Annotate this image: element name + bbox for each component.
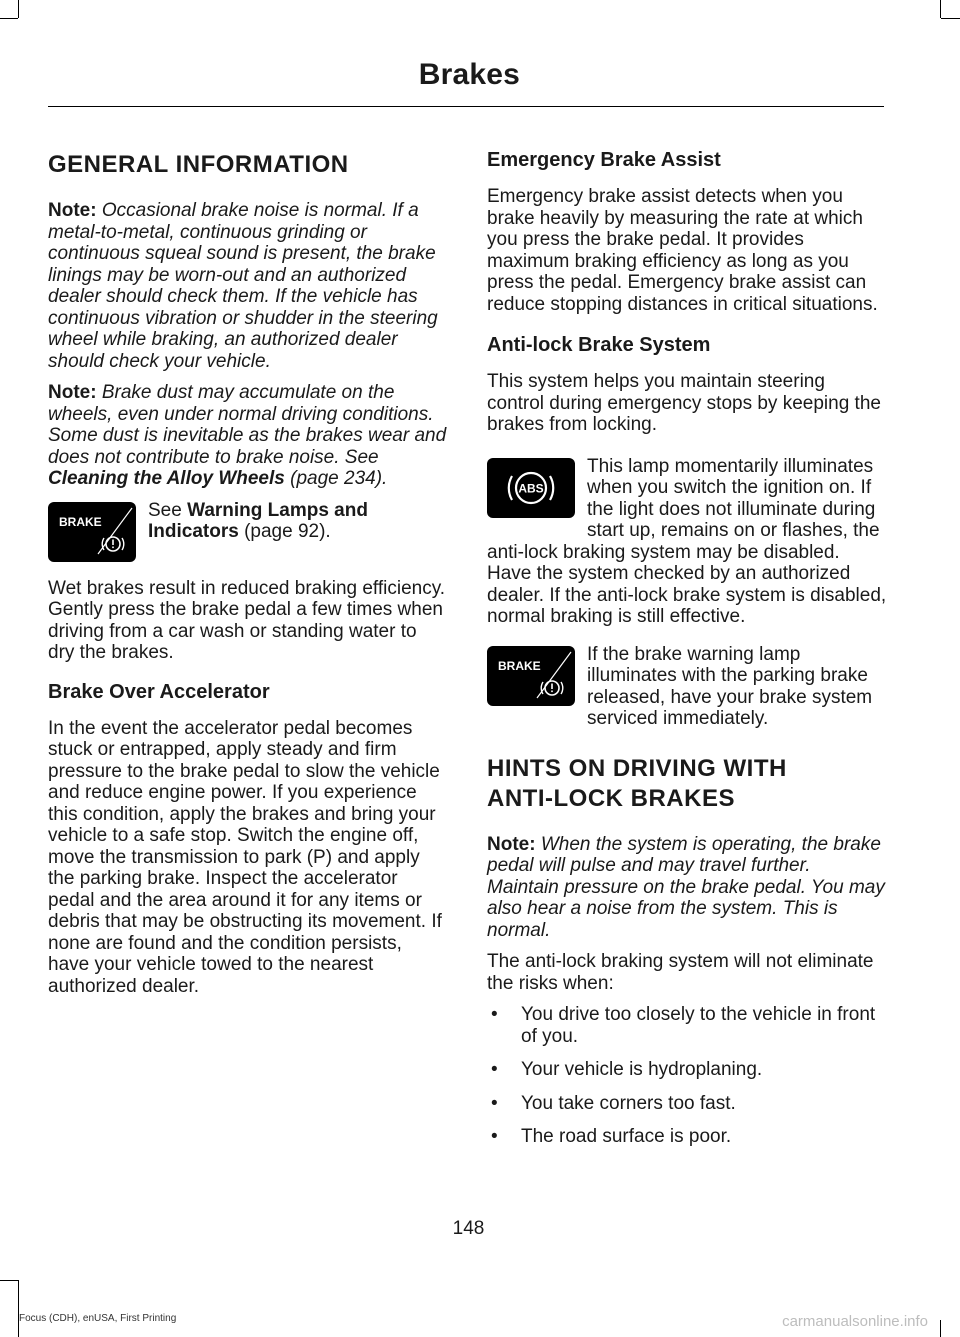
crop-mark <box>940 1320 941 1337</box>
note-label: Note: <box>487 833 536 855</box>
page-ref: (page 92). <box>238 521 331 542</box>
right-column <box>487 140 887 1160</box>
general-information-heading: GENERAL INFORMATION <box>48 151 349 178</box>
brake-warning-lamp-icon <box>487 646 575 706</box>
note-label: Note: <box>48 200 97 221</box>
link-cleaning-alloy-wheels[interactable]: Cleaning the Alloy Wheels <box>48 468 285 489</box>
list-item: • Your vehicle is hydroplaning. <box>487 1059 887 1081</box>
crop-mark <box>0 1280 18 1281</box>
wet-brakes-paragraph: Wet brakes result in reduced braking efficiency. Gently press the brake pedal a few times when driving from a car wash or standing water to dry the brakes. <box>48 577 446 663</box>
crop-mark <box>18 1280 19 1337</box>
page-number: 148 <box>452 1218 485 1239</box>
emergency-brake-assist-paragraph: Emergency brake assist detects when you brake heavily by measuring the rate at which you press the brake pedal. It provides maximum braking efficiency as long as you press the pedal. Emergency brake assist can reduce stopping distances in critical situations. <box>487 186 878 315</box>
header-divider <box>48 106 884 107</box>
brake-over-accelerator-heading: Brake Over Accelerator <box>48 680 270 703</box>
brake-lamp-row-right <box>487 644 887 730</box>
list-item: • You drive too closely to the vehicle in front of you. <box>487 1004 887 1047</box>
note-brake-noise <box>48 200 448 372</box>
crop-mark <box>940 0 941 18</box>
anti-lock-brake-system-heading: Anti-lock Brake System <box>487 334 711 356</box>
watermark: carmanualsonline.info <box>782 1313 928 1330</box>
note-abs-operation <box>487 834 887 942</box>
note-brake-dust <box>48 382 448 490</box>
brake-over-accelerator-paragraph: In the event the accelerator pedal becomes stuck or entrapped, apply steady and firm pressure to the brake pedal to slow the vehicle and reduce engine power. If you experience this condition, apply the brakes and bring your vehicle to a safe stop. Switch the engine off, move the transmission to park (P) and apply the parking brake. Inspect the accelerator pedal and the area around it for any items or debris that may be obstructing its movement. If none are found and the condition persists, have your vehicle towed to the nearest authorized dealer. <box>48 717 442 997</box>
brake-warning-lamp-icon <box>48 502 136 562</box>
crop-mark <box>941 18 960 19</box>
brake-lamp-row <box>48 500 448 568</box>
hints-heading-line2: ANTI-LOCK BRAKES <box>487 784 735 812</box>
crop-mark <box>18 0 19 18</box>
hints-heading-line1: HINTS ON DRIVING WITH <box>487 754 787 782</box>
note-text: Occasional brake noise is normal. If a metal-to-metal, continuous grinding or continuous squeal sound is present, the brake linings may be worn-out and an authorized dealer should check them. If the vehicle has continuous vibration or shudder in the steering wheel while braking, an authorized dealer should check your vehicle. <box>48 200 438 372</box>
brake-lamp-label: BRAKE <box>498 658 541 673</box>
svg-text:ABS: ABS <box>518 481 544 495</box>
page-title: Brakes <box>418 58 520 91</box>
crop-mark <box>0 18 18 19</box>
left-column <box>48 140 448 1007</box>
abs-intro-paragraph: This system helps you maintain steering control during emergency stops by keeping the brakes from locking. <box>487 371 881 435</box>
page-ref: (page 234). <box>284 468 388 489</box>
abs-warning-lamp-icon <box>487 458 575 518</box>
brake-lamp-label: BRAKE <box>59 514 102 529</box>
hints-heading <box>487 754 887 814</box>
footer-text: Focus (CDH), enUSA, First Printing <box>19 1313 177 1324</box>
note-text: Brake dust may accumulate on the wheels, even under normal driving conditions. Some dust is inevitable as the brakes wear and does not contribute to brake noise. See <box>48 382 447 468</box>
emergency-brake-assist-heading: Emergency Brake Assist <box>487 149 721 171</box>
list-item: • The road surface is poor. <box>487 1126 887 1148</box>
link-warning-lamps[interactable]: Warning Lamps and Indicators <box>148 499 368 542</box>
list-item: • You take corners too fast. <box>487 1093 887 1115</box>
see-text: See <box>148 499 188 521</box>
abs-lamp-paragraph: This lamp momentarily illuminates when you switch the ignition on. If the light does not illuminate during start up, remains on or flashes, the anti-lock braking system may be disabled. Have the system checked by an authorized dealer. If the anti-lock brake system is disabled, normal braking is still effective. <box>487 455 887 627</box>
brake-lamp-paragraph: If the brake warning lamp illuminates with the parking brake released, have your brake system serviced immediately. <box>587 643 873 729</box>
risks-list <box>487 1004 887 1148</box>
abs-lamp-row <box>487 456 887 628</box>
note-label: Note: <box>48 382 97 403</box>
risks-intro: The anti-lock braking system will not eliminate the risks when: <box>487 951 874 994</box>
note-text: When the system is operating, the brake pedal will pulse and may travel further. Maintain pressure on the brake pedal. You may also hear a noise from the system. This is normal. <box>487 833 885 941</box>
